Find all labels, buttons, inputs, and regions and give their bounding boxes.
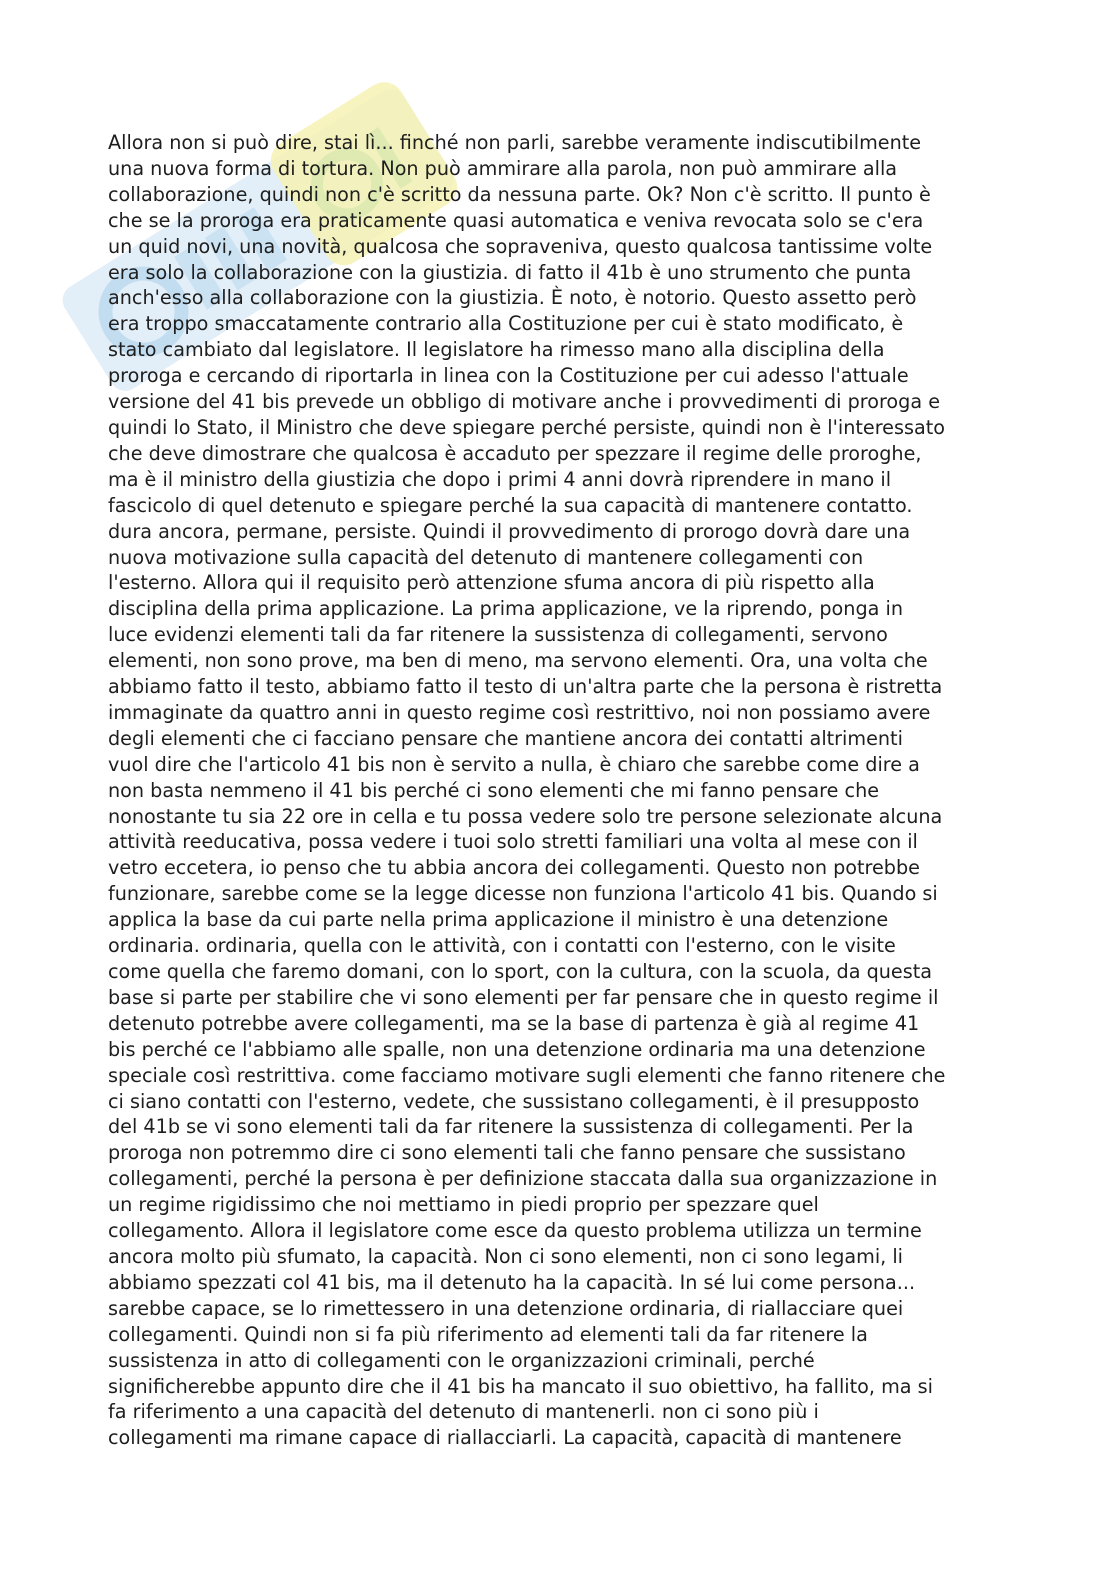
- text-line: del 41b se vi sono elementi tali da far ritenere la sussistenza di collegamenti. Per la: [108, 1115, 914, 1139]
- text-line: base si parte per stabilire che vi sono elementi per far pensare che in questo regime il: [108, 985, 939, 1009]
- text-line: collegamenti, perché la persona è per definizione staccata dalla sua organizzazione in: [108, 1167, 938, 1191]
- text-line: nonostante tu sia 22 ore in cella e tu possa vedere solo tre persone selezionate alcuna: [108, 804, 943, 828]
- text-line: detenuto potrebbe avere collegamenti, ma se la base di partenza è già al regime 41: [108, 1011, 920, 1035]
- text-line: che deve dimostrare che qualcosa è accaduto per spezzare il regime delle proroghe,: [108, 441, 922, 465]
- text-line: proroga non potremmo dire ci sono elementi tali che fanno pensare che sussistano: [108, 1141, 906, 1165]
- text-line: come quella che faremo domani, con lo sport, con la cultura, con la scuola, da questa: [108, 960, 933, 983]
- text-line: non basta nemmeno il 41 bis perché ci sono elementi che mi fanno pensare che: [108, 778, 880, 802]
- text-line: vuol dire che l'articolo 41 bis non è servito a nulla, è chiaro che sarebbe come dire a: [108, 752, 920, 776]
- text-line: collegamenti. Quindi non si fa più riferimento ad elementi tali da far ritenere la: [108, 1322, 868, 1346]
- text-line: un quid novi, una novità, qualcosa che sopraveniva, questo qualcosa tantissime volte: [108, 234, 933, 258]
- text-line: un regime rigidissimo che noi mettiamo in piedi proprio per spezzare quel: [108, 1193, 819, 1217]
- text-line: collegamenti ma rimane capace di riallacciarli. La capacità, capacità di mantenere: [108, 1426, 902, 1450]
- text-line: significherebbe appunto dire che il 41 bis ha mancato il suo obiettivo, ha fallito, ma si: [108, 1374, 933, 1398]
- text-line: speciale così restrittiva. come facciamo motivare sugli elementi che fanno ritenere che: [108, 1063, 946, 1087]
- text-line: era solo la collaborazione con la giustizia. di fatto il 41b è uno strumento che punta: [108, 260, 912, 284]
- text-line: proroga e cercando di riportarla in linea con la Costituzione per cui adesso l'attuale: [108, 364, 909, 388]
- text-line: collaborazione, quindi non c'è scritto da nessuna parte. Ok? Non c'è scritto. Il punto è: [108, 182, 931, 206]
- text-line: attività reeducativa, possa vedere i tuoi solo stretti familiari una volta al mese con il: [108, 830, 918, 854]
- text-line: collegamento. Allora il legislatore come esce da questo problema utilizza un termine: [108, 1219, 922, 1243]
- text-line: che se la proroga era praticamente quasi automatica e veniva revocata solo se c'era: [108, 208, 924, 232]
- text-line: sussistenza in atto di collegamenti con le organizzazioni criminali, perché: [108, 1348, 815, 1372]
- text-line: applica la base da cui parte nella prima applicazione il ministro è una detenzione: [108, 908, 889, 932]
- text-line: degli elementi che ci facciano pensare che mantiene ancora dei contatti altrimenti: [108, 726, 903, 750]
- text-line: versione del 41 bis prevede un obbligo di motivare anche i provvedimenti di proroga e: [108, 390, 941, 414]
- text-line: era troppo smaccatamente contrario alla Costituzione per cui è stato modificato, è: [108, 312, 904, 336]
- text-line: abbiamo fatto il testo, abbiamo fatto il testo di un'altra parte che la persona è ristretta: [108, 675, 943, 699]
- text-line: l'esterno. Allora qui il requisito però attenzione sfuma ancora di più rispetto alla: [108, 571, 875, 595]
- text-line: Allora non si può dire, stai lì... finché non parli, sarebbe veramente indiscutibilmente: [108, 131, 922, 154]
- body-text: [108, 130, 1028, 1451]
- text-line: ordinaria. ordinaria, quella con le attività, con i contatti con l'esterno, con le visite: [108, 934, 896, 958]
- text-line: nuova motivazione sulla capacità del detenuto di mantenere collegamenti con: [108, 545, 864, 569]
- text-line: funzionare, sarebbe come se la legge dicesse non funziona l'articolo 41 bis. Quando si: [108, 882, 938, 906]
- text-line: vetro eccetera, io penso che tu abbia ancora dei collegamenti. Questo non potrebbe: [108, 856, 920, 880]
- text-line: quindi lo Stato, il Ministro che deve spiegare perché persiste, quindi non è l'interessato: [108, 415, 945, 439]
- text-line: disciplina della prima applicazione. La prima applicazione, ve la riprendo, ponga in: [108, 597, 903, 621]
- text-line: fa riferimento a una capacità del detenuto di mantenerli. non ci sono più i: [108, 1400, 819, 1424]
- text-line: una nuova forma di tortura. Non può ammirare alla parola, non può ammirare alla: [108, 156, 898, 180]
- text-line: immaginate da quattro anni in questo regime così restrittivo, noi non possiamo avere: [108, 700, 931, 724]
- text-line: bis perché ce l'abbiamo alle spalle, non una detenzione ordinaria ma una detenzione: [108, 1037, 926, 1061]
- text-line: ma è il ministro della giustizia che dopo i primi 4 anni dovrà riprendere in mano il: [108, 467, 892, 491]
- text-line: ci siano contatti con l'esterno, vedete, che sussistano collegamenti, è il presupposto: [108, 1089, 920, 1113]
- text-line: anch'esso alla collaborazione con la giustizia. È noto, è notorio. Questo assetto però: [108, 286, 917, 310]
- text-line: dura ancora, permane, persiste. Quindi il provvedimento di prorogo dovrà dare una: [108, 519, 911, 543]
- text-line: elementi, non sono prove, ma ben di meno, ma servono elementi. Ora, una volta che: [108, 649, 928, 673]
- text-line: sarebbe capace, se lo rimettessero in una detenzione ordinaria, di riallacciare quei: [108, 1296, 904, 1320]
- text-line: ancora molto più sfumato, la capacità. Non ci sono elementi, non ci sono legami, li: [108, 1244, 904, 1268]
- text-line: stato cambiato dal legislatore. Il legislatore ha rimesso mano alla disciplina della: [108, 338, 885, 362]
- text-line: luce evidenzi elementi tali da far ritenere la sussistenza di collegamenti, servono: [108, 623, 888, 647]
- text-line: fascicolo di quel detenuto e spiegare perché la sua capacità di mantenere contatto.: [108, 493, 913, 517]
- text-line: abbiamo spezzati col 41 bis, ma il detenuto ha la capacità. In sé lui come persona...: [108, 1270, 916, 1294]
